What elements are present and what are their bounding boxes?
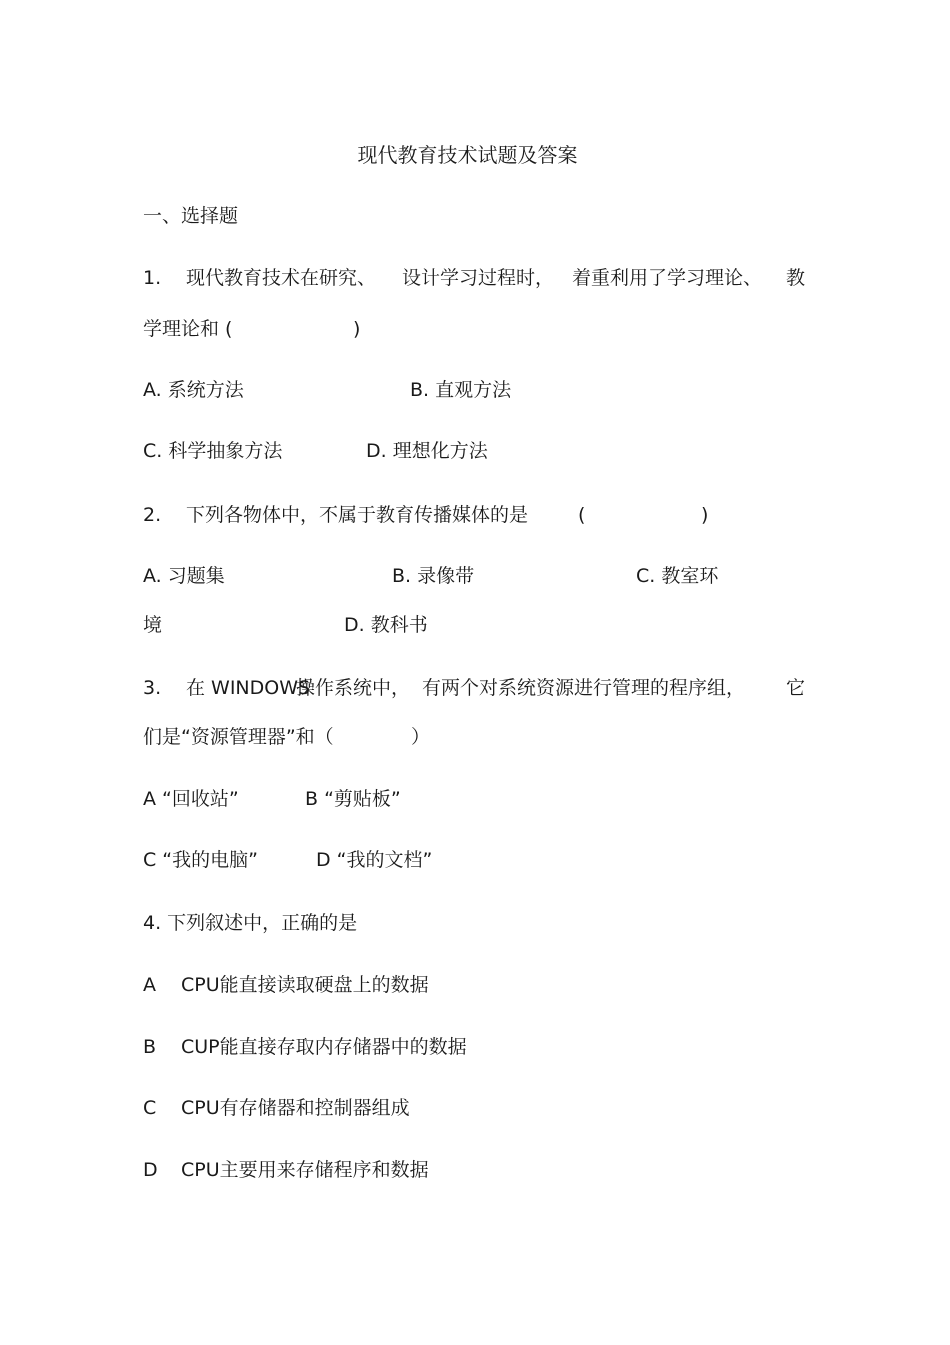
q1-option-a: A. 系统方法 — [143, 379, 244, 401]
q3-option-c: C “我的电脑” — [143, 849, 258, 871]
q1-text-part2: 设计学习过程时， — [402, 267, 555, 289]
q3-text-line2: 们是“资源管理器”和（ — [143, 726, 334, 748]
q2-text: 下列各物体中，不属于教育传播媒体的是 — [186, 504, 529, 526]
q4-option-d-text: CPU主要用来存储程序和数据 — [181, 1159, 429, 1181]
page-title: 现代教育技术试题及答案 — [357, 143, 578, 167]
q4-option-a-text: CPU能直接读取硬盘上的数据 — [181, 974, 429, 996]
q1-text-part4: 教 — [786, 267, 806, 289]
q3-number: 3. — [143, 677, 162, 699]
q4-option-b-letter: B — [143, 1036, 157, 1058]
q2-option-d: D. 教科书 — [344, 614, 428, 636]
q1-option-b: B. 直观方法 — [410, 379, 512, 401]
q1-close-paren: ) — [353, 318, 361, 340]
q3-text-part1: 在 WINDOWS — [186, 677, 311, 699]
q1-option-d: D. 理想化方法 — [366, 440, 488, 462]
section-heading: 一、选择题 — [143, 205, 239, 227]
q3-option-d: D “我的文档” — [316, 849, 433, 871]
q3-text-part4: 它 — [786, 677, 806, 699]
q4-option-d-letter: D — [143, 1159, 158, 1181]
q3-option-b: B “剪贴板” — [305, 788, 401, 810]
q3-text-part3: 有两个对系统资源进行管理的程序组， — [422, 677, 746, 699]
q1-text-line2: 学理论和 ( — [143, 318, 233, 340]
q4-option-b-text: CUP能直接存取内存储器中的数据 — [181, 1036, 467, 1058]
q4-text: 4. 下列叙述中，正确的是 — [143, 912, 358, 934]
q1-text-part3: 着重利用了学习理论、 — [572, 267, 763, 289]
q2-number: 2. — [143, 504, 162, 526]
q2-option-c-wrap: 境 — [143, 614, 163, 636]
q2-close-paren: ) — [701, 504, 709, 526]
q2-option-a: A. 习题集 — [143, 565, 225, 587]
q3-close-paren: ） — [411, 726, 431, 748]
q4-option-c-letter: C — [143, 1097, 157, 1119]
q4-option-c-text: CPU有存储器和控制器组成 — [181, 1097, 410, 1119]
q2-option-b: B. 录像带 — [392, 565, 475, 587]
q1-text-part1: 现代教育技术在研究、 — [186, 267, 377, 289]
q3-option-a: A “回收站” — [143, 788, 239, 810]
q2-option-c: C. 教室环 — [636, 565, 719, 587]
q4-option-a-letter: A — [143, 974, 156, 996]
q1-option-c: C. 科学抽象方法 — [143, 440, 283, 462]
q3-text-part2: 操作系统中， — [296, 677, 411, 699]
q2-open-paren: ( — [578, 504, 586, 526]
q1-number: 1. — [143, 267, 162, 289]
